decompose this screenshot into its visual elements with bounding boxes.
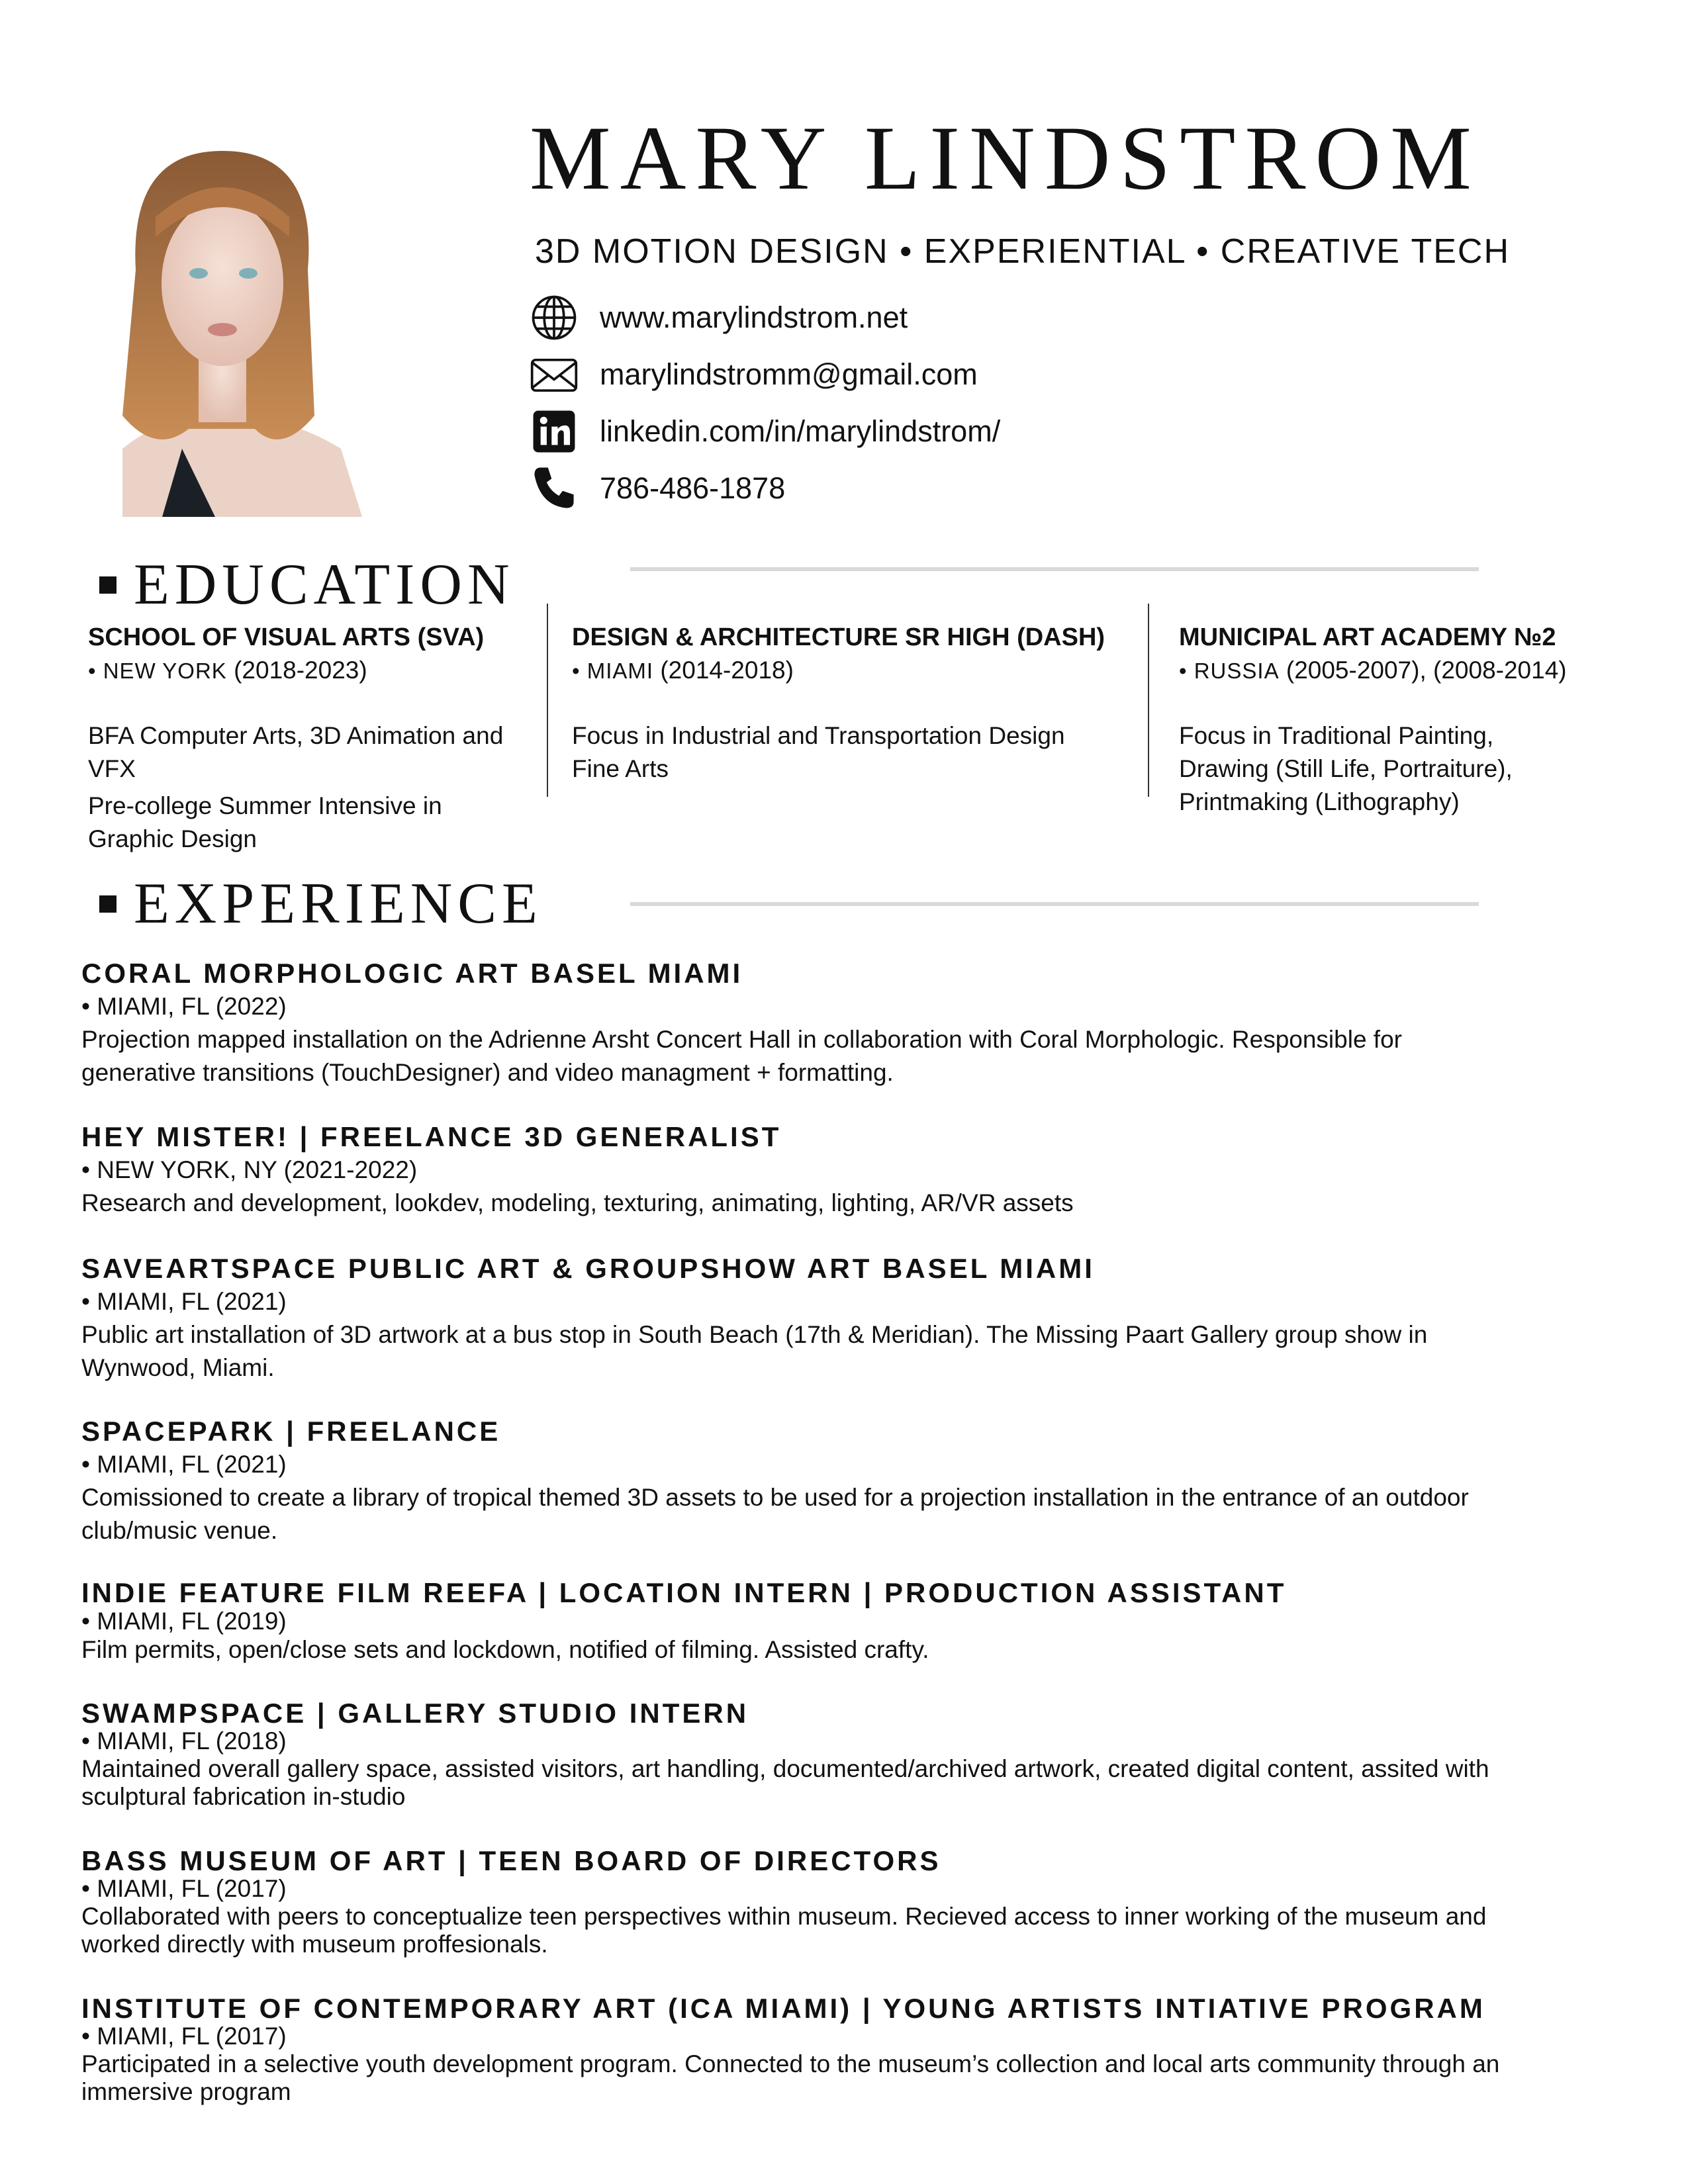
experience-meta: • NEW YORK, NY (2021-2022) xyxy=(81,1156,418,1183)
experience-entry xyxy=(81,957,1617,1089)
experience-meta: • MIAMI, FL (2018) xyxy=(81,1727,287,1754)
experience-description: Collaborated with peers to conceptualize teen perspectives within museum. Recieved access to inner working of the museum and xyxy=(81,1903,1487,1930)
experience-meta: • MIAMI, FL (2017) xyxy=(81,1875,287,1902)
school-name: DESIGN & ARCHITECTURE SR HIGH (DASH) xyxy=(572,623,1105,651)
school-name: SCHOOL OF VISUAL ARTS (SVA) xyxy=(88,623,485,651)
experience-title: INDIE FEATURE FILM REEFA | LOCATION INTERN | PRODUCTION ASSISTANT xyxy=(81,1577,1287,1608)
email-link[interactable]: marylindstromm@gmail.com xyxy=(600,357,978,391)
experience-title: SAVEARTSPACE PUBLIC ART & GROUPSHOW ART BASEL MIAMI xyxy=(81,1253,1095,1284)
experience-title: HEY MISTER! | FREELANCE 3D GENERALIST xyxy=(81,1121,782,1152)
phone-number[interactable]: 786-486-1878 xyxy=(600,471,786,505)
education-entry xyxy=(572,621,1105,786)
school-location: • NEW YORK (2018-2023) xyxy=(88,657,367,684)
linkedin-icon xyxy=(530,407,579,456)
school-details: Focus in Traditional Painting, Drawing (Still Life, Portraiture), Printmaking (Lithography) xyxy=(1179,722,1513,815)
experience-description: Projection mapped installation on the Adrienne Arsht Concert Hall in collaboration with Coral Morphologic. Responsible for xyxy=(81,1026,1402,1053)
experience-description: Public art installation of 3D artwork at a bus stop in South Beach (17th & Meridian). The Missing Paart Gallery group show in xyxy=(81,1321,1428,1348)
experience-heading: EXPERIENCE xyxy=(99,875,543,933)
experience-title: SPACEPARK | FREELANCE xyxy=(81,1416,501,1447)
school-details: Pre-college Summer Intensive in Graphic Design xyxy=(88,792,442,852)
phone-icon xyxy=(530,464,579,513)
experience-description: worked directly with museum proffesionals. xyxy=(81,1931,548,1958)
school-details: BFA Computer Arts, 3D Animation and VFX xyxy=(88,722,504,782)
mail-icon xyxy=(530,350,579,399)
section-divider xyxy=(630,902,1479,906)
experience-meta: • MIAMI, FL (2019) xyxy=(81,1608,287,1635)
globe-icon xyxy=(530,293,579,342)
profile-photo xyxy=(83,138,362,517)
tagline: 3D MOTION DESIGN • EXPERIENTIAL • CREATIVE TECH xyxy=(535,232,1511,271)
experience-title: SWAMPSPACE | GALLERY STUDIO INTERN xyxy=(81,1698,749,1729)
experience-entry xyxy=(81,1847,1617,1958)
experience-description: club/music venue. xyxy=(81,1517,278,1544)
experience-meta: • MIAMI, FL (2022) xyxy=(81,993,287,1020)
experience-entry xyxy=(81,1120,1617,1220)
linkedin-link[interactable]: linkedin.com/in/marylindstrom/ xyxy=(600,414,1001,448)
experience-meta: • MIAMI, FL (2017) xyxy=(81,2023,287,2050)
experience-title: INSTITUTE OF CONTEMPORARY ART (ICA MIAMI) | YOUNG ARTISTS INTIATIVE PROGRAM xyxy=(81,1993,1485,2024)
school-location: • RUSSIA (2005-2007), (2008-2014) xyxy=(1179,657,1567,684)
bullet-square-icon xyxy=(99,895,117,913)
education-entry xyxy=(1179,621,1567,819)
experience-title: BASS MUSEUM OF ART | TEEN BOARD OF DIRECTORS xyxy=(81,1845,941,1876)
school-name: MUNICIPAL ART ACADEMY №2 xyxy=(1179,623,1556,651)
contact-linkedin[interactable] xyxy=(530,405,1000,458)
school-location: • MIAMI (2014-2018) xyxy=(572,657,794,684)
experience-description: immersive program xyxy=(81,2078,291,2105)
contact-phone[interactable] xyxy=(530,462,785,515)
column-divider xyxy=(1148,604,1149,797)
education-heading: EDUCATION xyxy=(99,556,515,614)
experience-entry xyxy=(81,1578,1617,1664)
experience-description: Maintained overall gallery space, assisted visitors, art handling, documented/archived artwork, created digital content, assited with xyxy=(81,1755,1489,1782)
experience-entry xyxy=(81,1995,1617,2106)
experience-description: sculptural fabrication in-studio xyxy=(81,1783,406,1810)
experience-title: CORAL MORPHOLOGIC ART BASEL MIAMI xyxy=(81,958,743,989)
bullet-square-icon xyxy=(99,576,117,594)
experience-description: generative transitions (TouchDesigner) and video managment + formatting. xyxy=(81,1059,894,1086)
experience-description: Comissioned to create a library of tropical themed 3D assets to be used for a projection installation in the entrance of an outdoor xyxy=(81,1484,1469,1511)
experience-entry xyxy=(81,1700,1617,1811)
candidate-name: MARY LINDSTROM xyxy=(530,107,1481,208)
education-entry xyxy=(88,621,503,856)
experience-description: Film permits, open/close sets and lockdown, notified of filming. Assisted crafty. xyxy=(81,1636,929,1663)
experience-description: Participated in a selective youth development program. Connected to the museum’s collection and local arts community through an xyxy=(81,2050,1500,2077)
school-details: Focus in Industrial and Transportation Design Fine Arts xyxy=(572,722,1065,782)
experience-meta: • MIAMI, FL (2021) xyxy=(81,1288,287,1315)
section-divider xyxy=(630,567,1479,571)
experience-entry xyxy=(81,1415,1617,1547)
contact-website[interactable] xyxy=(530,291,908,344)
experience-description: Research and development, lookdev, modeling, texturing, animating, lighting, AR/VR assets xyxy=(81,1189,1074,1216)
experience-entry xyxy=(81,1252,1617,1385)
experience-description: Wynwood, Miami. xyxy=(81,1354,275,1381)
contact-email[interactable] xyxy=(530,348,978,401)
website-link[interactable]: www.marylindstrom.net xyxy=(600,300,908,334)
experience-meta: • MIAMI, FL (2021) xyxy=(81,1451,287,1478)
column-divider xyxy=(547,604,548,797)
